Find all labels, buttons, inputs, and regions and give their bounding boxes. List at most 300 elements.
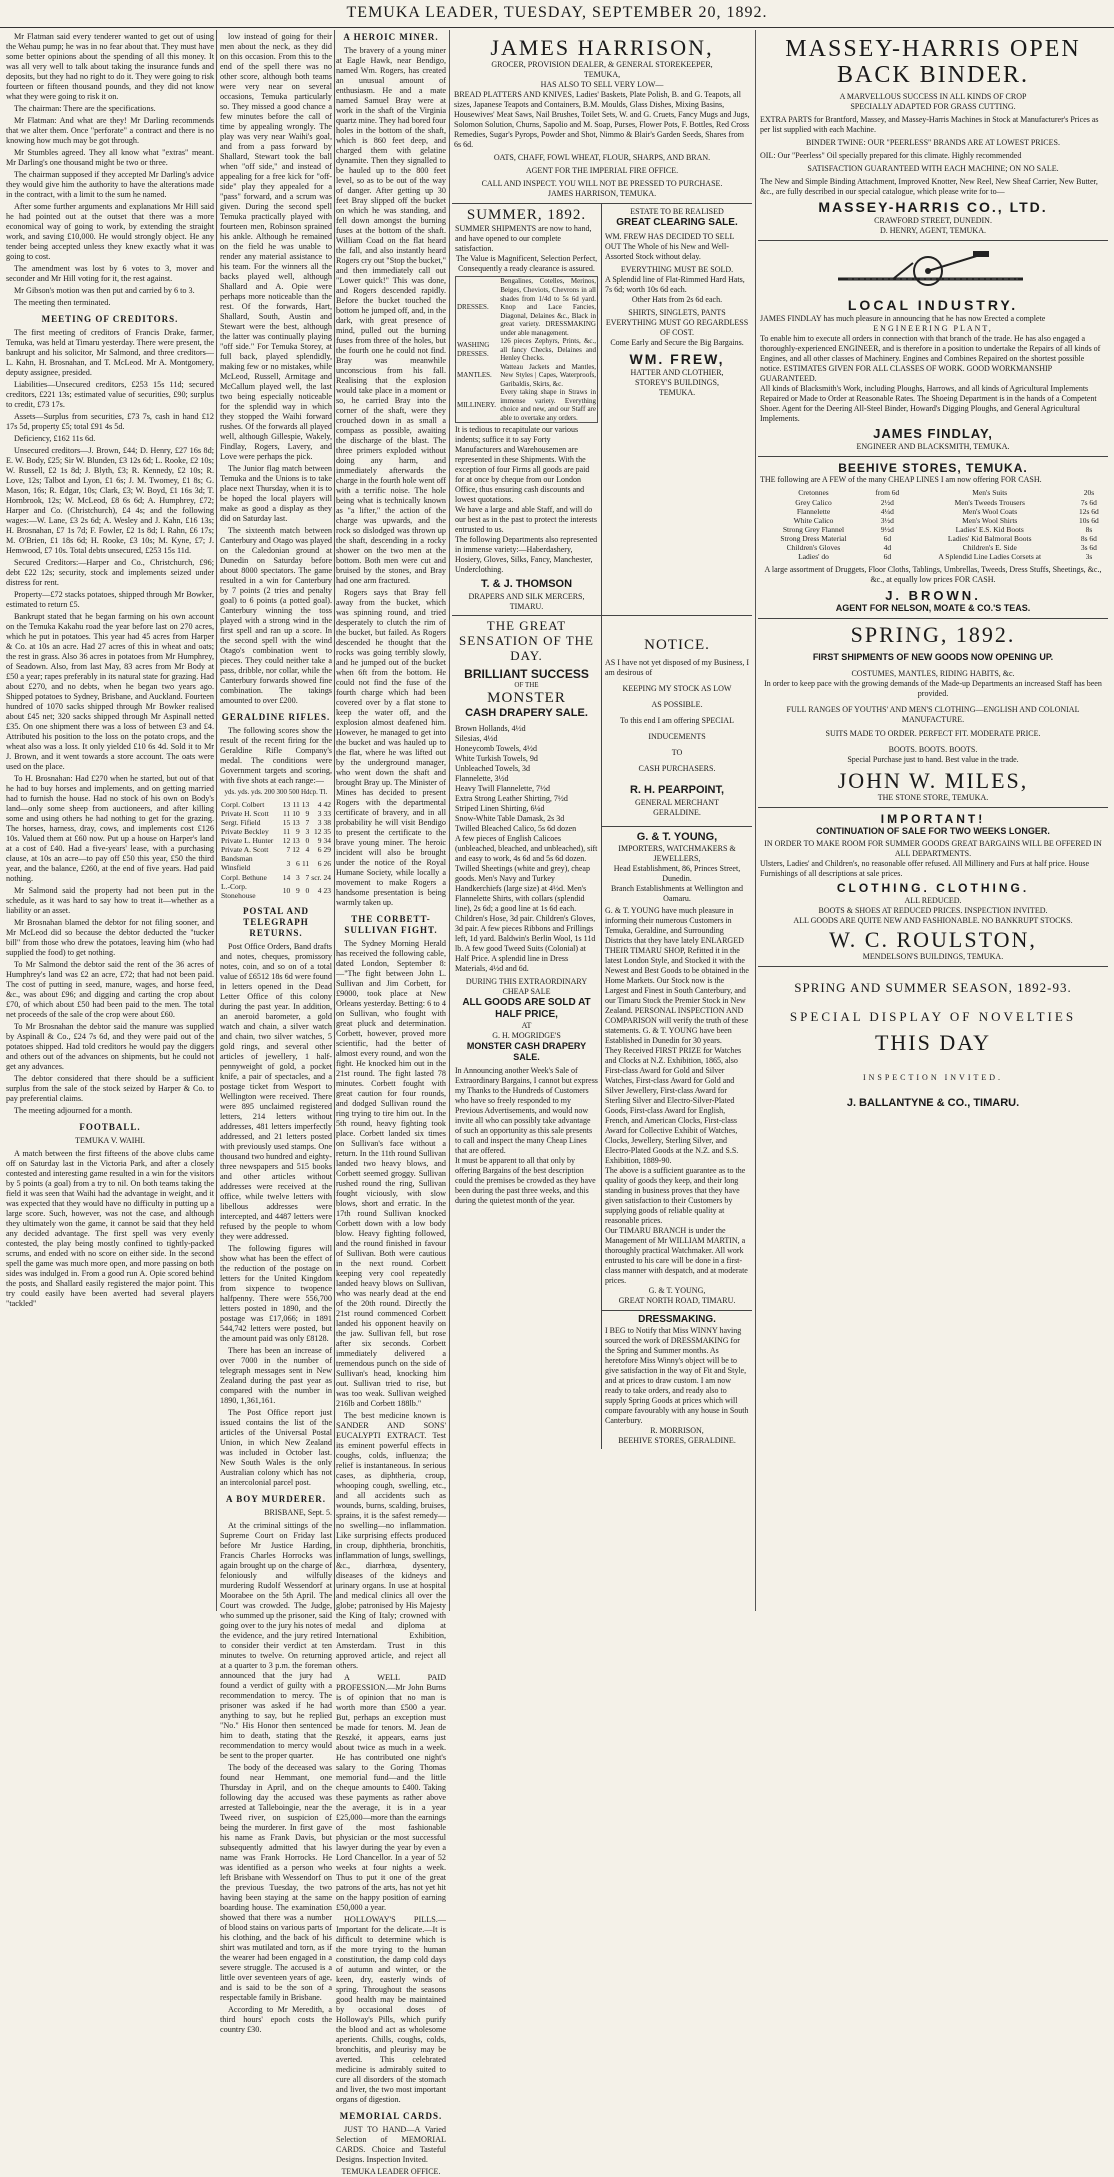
section-heading: MEETING OF CREDITORS. bbox=[41, 314, 179, 324]
ad-line: D. HENRY, AGENT, TEMUKA. bbox=[879, 225, 986, 235]
ad-line: CONTINUATION OF SALE FOR TWO WEEKS LONGER. bbox=[816, 826, 1050, 837]
section-heading: FOOTBALL. bbox=[79, 1121, 141, 1132]
ad-text: IN ORDER TO MAKE ROOM FOR SUMMER GOODS GREAT BARGAINS WILL BE OFFERED IN ALL DEPARTMENTS. bbox=[764, 839, 1102, 859]
ad-line: SUITS MADE TO ORDER. PERFECT FIT. MODERATE PRICE. bbox=[825, 728, 1041, 738]
table-cell: 10 bbox=[292, 808, 300, 818]
ad-line: Other Hats from 2s 6d each. bbox=[631, 295, 723, 305]
ad-title: THE GREAT SENSATION OF THE DAY. bbox=[459, 617, 594, 663]
ad-signature: W. C. ROULSTON, bbox=[829, 926, 1037, 952]
score-table bbox=[220, 800, 332, 901]
ad-line: GENERAL MERCHANT bbox=[635, 797, 719, 807]
table-cell: scr. bbox=[311, 872, 322, 882]
ad-title: SPRING, 1892. bbox=[850, 622, 1016, 648]
paragraph: The amendment was lost by 6 votes to 3, mover and seconder and Mr Hill voting for it, the rest against. bbox=[6, 264, 214, 283]
ad-signature: WM. FREW, bbox=[629, 351, 725, 368]
table-cell: 7 bbox=[305, 817, 310, 827]
table-cell: 7 bbox=[286, 845, 291, 855]
table-cell: Corpl. Bethune bbox=[221, 872, 267, 882]
advertiser-name: MASSEY-HARRIS OPEN BACK BINDER. bbox=[785, 36, 1081, 89]
list-item: Flannelette, 3½d bbox=[455, 773, 509, 783]
paragraph: Property—£72 stacks potatoes, shipped through Mr Bowker, estimated to return £5. bbox=[6, 589, 214, 609]
paragraph: There has been an increase of over 7000 in the number of telegraph messages sent in New Zealand during the past year as compared with the number in 1890, 1,361,161. bbox=[220, 1345, 332, 1405]
ad-title: DRESSMAKING. bbox=[638, 1313, 716, 1325]
paragraph: The chairman: There are the specifications. bbox=[14, 104, 156, 113]
ad-massey-harris bbox=[758, 32, 1108, 241]
ad-line: THE STONE STORE, TEMUKA. bbox=[877, 792, 989, 802]
ad-text: AS I have not yet disposed of my Business, I am desirous of bbox=[605, 658, 749, 678]
ad-line: GREAT NORTH ROAD, TIMARU. bbox=[618, 1295, 736, 1305]
ad-title: BEEHIVE STORES, TEMUKA. bbox=[838, 460, 1028, 475]
ad-line: Special Purchase just to hand. Best value in the trade. bbox=[847, 754, 1019, 764]
ad-line: ESTATE TO BE REALISED bbox=[630, 207, 724, 217]
table-cell: Men's Wool Coats bbox=[962, 506, 1018, 516]
ad-beehive bbox=[758, 457, 1108, 620]
table-cell: 29 bbox=[323, 845, 331, 855]
table-cell: Bandsman Winsfield bbox=[221, 854, 253, 873]
table-cell: 4d bbox=[883, 543, 892, 553]
table-cell: DRESSES. bbox=[457, 303, 489, 312]
table-cell: Bengalines, Cotelles, Merinos, Beiges, Cheviots, Chevrons in all shades from 1/4d to 5s 6d yard. Knop and Lace Fancies, Diagonal, Delaines &c., Black in great variety. DRESSMAKING under able management. bbox=[500, 277, 596, 337]
paragraph: low instead of going for their men about the neck, as they did on this occasion. From this to the end of the spell there was no other score, although both teams were very near on several occasions, Temuka particularly so. They missed a good chance a few minutes before the call of time by appealing wrongly. The play was very near Waihi's goal, and from a pass forward by Shallard, Stewart took the ball when "off side," and instead of appealing for a free kick for "off-side" play they appealed for a "pass" forward, and a scrum was given. During the second spell Temuka practically played with fourteen men, Robinson sprained his ankle. Although he remained on the field he was unable to render any material assistance to his team. For the winners all the backs played well, although Shallard and A. Opie were perhaps more noticeable than the rest. Of the forwards, Hart, Shallard, South, Austin and Stewart were the best, although the latter was continually playing "off side." For Temuka Storey, at full back, played splendidly, making few or no mistakes, while McLeod, Russell, Armitage and McCallum played well, the last two being especially noticeable for the splendid way in which they stopped the Waihi forward rushes. Of the forwards all played well, although Gillespie, Wakely, Findlay, Rogers, Lavery, and Love were perhaps the pick. bbox=[220, 32, 332, 461]
list-item: Twilled Bleached Calico, 5s 6d dozen bbox=[455, 823, 577, 833]
ad-text: THE following are A FEW of the many CHEAP LINES I am now offering FOR CASH. bbox=[760, 475, 1042, 485]
ad-pearpoint bbox=[602, 616, 752, 1449]
table-cell: 6d bbox=[883, 534, 892, 544]
section-heading: MEMORIAL CARDS. bbox=[339, 2110, 443, 2121]
table-cell: 12 bbox=[292, 845, 300, 855]
paragraph: A WELL PAID PROFESSION.—Mr John Burns is of opinion that no man is worth more than £500 a year. But, perhaps an exception must be made for tenors. M. Jean de Reszké, it appears, earns just about twice as much in a week. He has contributed one night's salary to the Goring Thomas memorial fund—and the little cheque amounts to £400. Taking these payments as rather above the average, it is in a year £25,000—more than the earnings of the most fashionable physician or the most successful lawyer during the year by even a Lord Chancellor. In a year of 52 weeks at four nights a week. Thus to put it one of the great patrons of the arts, has not yet hit on the happy position of earning £50,000 a year. bbox=[336, 1672, 446, 1912]
ad-frew bbox=[602, 204, 752, 615]
paragraph: Mr Salmond said the property had not been put in the schedule, as it was hard to say how to treat it—whether as a liability or an asset. bbox=[6, 885, 214, 915]
paragraph: The first meeting of creditors of Francis Drake, farmer, Temuka, was held at Timaru yesterday. There were present, the bankrupt and his solicitor, Mr Salmond, and three creditors—L. Kahn, H. Brosnahan, and T. McLeod. Mr A. Montgomery, deputy assignee, presided. bbox=[6, 327, 214, 377]
divider bbox=[602, 1310, 752, 1311]
table-cell: 13 bbox=[292, 817, 300, 827]
ad-line: HAS ALSO TO SELL VERY LOW— bbox=[540, 80, 664, 90]
table-cell: 3 bbox=[317, 817, 322, 827]
paragraph: Unsecured creditors—J. Brown, £44; D. Henry, £27 16s 8d; E. W. Body, £25; Sir W. Blunden, £3 12s 6d; L. Rooke, £2 10s; W. Russell, £2 1s 8d; J. Blyth, £3; R. Kennedy, £2 10s; R. Love, 12s; Talbot and Lyon, £1 6s; J. M. Twomey, £1 8s; G. Mason, 16s; R. Edgar, 10s; Clark, £3; W. Boyd, £1 16s 3d; T. Hornbrook, 12s; W. McLeod, £8 6s 6d; A. Humphrey, £72; Harper and Co. (Christchurch), £4 4s; and the following wages:—W. Lane, £3 2s 6d; A. Wesley and J. Kahn, £16 13s; H. Brosnahan, £7 1s 7d; F. Fowler, £2 1s 8d; I. Rahn, £6 17s; M. O'Brien, £1 18s 6d; H. Rooke, £3 10s; M. Kyne, £7; J. Hemwood, £7 10s. Total debts unsecured, £253 15s 11d. bbox=[6, 445, 214, 555]
ad-harrison bbox=[452, 32, 752, 204]
table-cell: 11 bbox=[283, 808, 291, 818]
ad-line: EVERYTHING MUST BE SOLD. bbox=[620, 265, 734, 275]
ad-line: FULL RANGES OF YOUTHS' AND MEN'S CLOTHING—ENGLISH AND COLONIAL MANUFACTURE. bbox=[786, 704, 1080, 724]
table-cell: Watteau Jackets and Mantles, New Styles | Capes, Waterproofs, Garibaldis, Skirts, &c. bbox=[500, 362, 596, 388]
ad-text: Ulsters, Ladies' and Children's, no reasonable offer refused. All Millinery and Furs at half price. House Furnishings of all descriptions at sale prices. bbox=[760, 859, 1090, 879]
table-cell: Strong Dress Material bbox=[780, 534, 847, 544]
section-heading: A BOY MURDERER. bbox=[226, 1493, 326, 1504]
advertiser-name: JAMES HARRISON, bbox=[490, 35, 714, 60]
price-table bbox=[760, 488, 1106, 561]
list-item: White Turkish Towels, 9d bbox=[455, 753, 538, 763]
ad-text: All kinds of Blacksmith's Work, including Ploughs, Harrows, and all kinds of Agricultural Implements Repaired or Made to Order at Reasonable Rates. The Shoeing Department is in the hands of a Competent Shoer. Agent for the Deering All-Steel Binder, Howard's Digging Ploughs, and General Agricultural Implements. bbox=[760, 383, 1097, 423]
ad-row bbox=[452, 204, 752, 616]
ad-text: The New and Simple Binding Attachment, Improved Knotter, New Reel, New Sheaf Carrier, New Butter, &c., are fully described in our special catalogue, which please write for to— bbox=[760, 176, 1098, 196]
paragraph: Post Office Orders, Band drafts and notes, cheques, promissory notes, coin, and so on of a total value of £6512 18s 6d were found in letters opened in the Dead Letter Office of this colony during the past year. In addition, an aneroid barometer, a gold watch and chain, a silver watch and chain, two silver watches, 5 gold rings, and several other articles of jewellery, 1 half-pennyweight of gold, a pocket knife, a pair of spectacles, and a postage ticket from Wesport to Wellington were received. There were 895 unclaimed registered letters, 214 letters without addresses, 481 letters imperfectly addressed, and 21 letters posted with previously used stamps. One thousand two hundred and eighty-three newspapers and 515 books and other articles without addresses were received at the office, while twelve letters with libellous addresses were intercepted, and 4487 letters were refused by the people to whom they were addressed. bbox=[220, 941, 332, 1241]
ad-line: BRILLIANT SUCCESS bbox=[464, 666, 589, 681]
price-row bbox=[760, 552, 1106, 561]
table-cell: White Calico bbox=[793, 515, 834, 525]
ad-title: SUMMER, 1892. bbox=[466, 207, 587, 224]
table-cell: 3½d bbox=[880, 515, 894, 525]
table-cell: Flannelette bbox=[796, 506, 831, 516]
table-cell: 9 bbox=[305, 808, 310, 818]
paragraph: Secured Creditors:—Harper and Co., Christchurch, £96; debt £22 12s; security, stock and implements seized under distress for rent. bbox=[6, 557, 214, 587]
paragraph: The body of the deceased was found near Hemmant, one Thursday in April, and on the following day the accused was arrested at Talleboingie, near the Tweed river, on suspicion of being the murderer. In first gave his name as Frank Davis, but subsequently admitted that his name was Frank Horrocks. He was identified as a person who left Brisbane with Wessendorf on the previous Tuesday, the two having been staying at the same boarding house. The examination showed that there was a number of blood stains on various parts of his clothing, and the back of his shirt was mutilated and torn, as if the wearer had been engaged in a severe struggle. The accused is a little over seventeen years of age, and is said to be the son of a respectable family in Brisbane. bbox=[220, 1762, 332, 2002]
table-cell: Ladies' Kid Balmoral Boots bbox=[947, 534, 1032, 544]
table-cell: 4 bbox=[317, 799, 322, 809]
table-cell: 3 bbox=[286, 858, 291, 868]
paragraph: The best medicine known is SANDER AND SONS' EUCALYPTI EXTRACT. Test its eminent powerful effects in coughs, colds, influenza; the relief is instantaneous. In serious cases, as diphtheria, croup, whooping cough, swelling, etc., and all accidents such as wounds, burns, scalding, bruises, sprains, it is the safest remedy—no swelling—no inflammation. Like surprising effects produced in croup, diphtheria, bronchitis, inflammation of lungs, swellings, &c., diarrhœa, dysentery, diseases of the kidneys and urinary organs. In use at hospital and medical clinics all over the globe; patronised by His Majesty the King of Italy; crowned with medal and diploma at International Exhibition, Amsterdam. Trust in this approved article, and reject all others. bbox=[336, 1410, 446, 1670]
column-1 bbox=[6, 32, 214, 1610]
table-cell: 13 bbox=[292, 836, 300, 846]
paragraph: The chairman supposed if they accepted Mr Darling's advice they would give him the authority to have the alterations made in the contract, with a limit to the sum he named. bbox=[6, 170, 214, 199]
ad-line: SATISFACTION GUARANTEED WITH EACH MACHINE; ON NO SALE. bbox=[807, 163, 1059, 173]
paragraph: HOLLOWAY'S PILLS.—Important for the delicate.—It is difficult to determine which is the more trying to the human constitution, the damp cold days of autumn and winter, or the keen, dry, easterly winds of spring. Throughout the seasons good health may be maintained by occasional doses of Holloway's Pills, which purify the blood and act as wholesome aperients. Chills, coughs, colds, bronchitis, and pleurisy may be averted. This celebrated medicine is admirably suited to cure all disorders of the stomach and liver, the two most important organs of digestion. bbox=[336, 1914, 446, 2104]
ad-signature: R. MORRISON, bbox=[650, 1426, 704, 1436]
table-cell: 10s 6d bbox=[1079, 515, 1099, 525]
ad-text: It is tedious to recapitulate our various indents; suffice it to say Forty Manufacturers and Warehousemen are represented in these Shipments. With the exception of four Firms all goods are paid for at once by cheque from our London Office, thus ensuring cash discounts and lowest quotations. bbox=[455, 425, 590, 505]
table-cell: L.-Corp. Stonehouse bbox=[221, 881, 256, 900]
divider bbox=[602, 826, 752, 827]
paragraph: The bravery of a young miner at Eagle Hawk, near Bendigo, named Wm. Rogers, has created an unusual amount of enthusiasm. He and a mate named Samuel Bray were at work in the shaft of the Virginia quartz mine. They had bored four holes in the bottom of the shaft, which is 860 feet deep, and charged them with gelatine dynamite. Then they signalled to be hauled up to the 800 feet level, so as to be out of the way of danger. After getting up 30 feet Bray slipped off the bucket on which he was standing, and fell down amongst the burning fuses at the bottom of the shaft. William Coad on the flat heard the fall, and also instantly heard Rogers cry out "Stop the bucket," and then immediately call out "Lower quick!" This was done, and Rogers descended rapidly. Before the bucket touched the bottom he jumped off, and, in the dark, with great presence of mind, pulled out the burning fuses from three of the holes, but the fourth one he could not find. Bray was meanwhile unconscious from his fall. Realising that the explosion would take place in a moment or so, he carried Bray into the corner of the shaft, were they crouched down in as small a compass as possible, awaiting the discharge of the blast. The three primers exploded without doing any harm, and immediately afterwards the charge in the fourth hole went off with a terrific noise. The hole being what is technically known as "a lifter," the action of the charge was upwards, and the rock so dislodged was thrown up the shaft, descending in a rocky shower on the two men at the bottom. Both men were cut and bruised by the stones, and Bray had one arm fractured. bbox=[336, 45, 446, 585]
ad-line: MONSTER CASH DRAPERY SALE. bbox=[466, 1041, 587, 1063]
ad-line: CLOTHING. CLOTHING. bbox=[836, 881, 1030, 896]
table-cell: Men's Suits bbox=[972, 488, 1008, 498]
table-cell: 6d bbox=[883, 552, 892, 562]
ad-miles bbox=[758, 619, 1108, 807]
table-cell: 23 bbox=[323, 886, 331, 896]
ad-signature: T. & J. THOMSON bbox=[480, 578, 573, 591]
department-row bbox=[456, 337, 598, 363]
ad-title: IMPORTANT! bbox=[880, 811, 986, 826]
table-cell: 8s 6d bbox=[1080, 534, 1097, 544]
ad-line: ALL GOODS ARE SOLD AT HALF PRICE, bbox=[462, 996, 591, 1020]
table-cell: Ladies' do bbox=[798, 552, 829, 562]
ad-line: Come Early and Secure the Big Bargains. bbox=[610, 338, 744, 348]
ad-text: We have a large and able Staff, and will do our best as in the past to protect the interests entrusted to us. bbox=[455, 505, 597, 535]
table-cell: Strong Grey Flannel bbox=[782, 524, 845, 534]
table-cell: 3 bbox=[296, 872, 300, 882]
table-cell: 3 bbox=[305, 826, 310, 836]
table-cell: 13 bbox=[282, 799, 291, 809]
ad-title: G. & T. YOUNG, bbox=[636, 830, 718, 843]
table-cell: 8s bbox=[1085, 524, 1093, 534]
table-cell: 10 bbox=[282, 886, 291, 896]
ad-ballantyne bbox=[758, 967, 1108, 1114]
paragraph: The debtor considered that there should be a sufficient surplus from the sale of the stock seized by Harper & Co. to pay preferential claims. bbox=[6, 1073, 214, 1103]
ad-line: Branch Establishments at Wellington and Oamaru. bbox=[610, 883, 744, 903]
department-row bbox=[456, 388, 598, 423]
column-3 bbox=[336, 32, 446, 2176]
score-row bbox=[220, 845, 332, 854]
ad-line: TEMUKA. bbox=[658, 388, 696, 398]
ad-text: In Announcing another Week's Sale of Extraordinary Bargains, I cannot but express my Thanks to the Hundreds of Customers who have so freely responded to my Previous Advertisements, and would now invite all who can possibly take advantage of such an opportunity as this sale presents to call and inspect the many Cheap Lines that are offered. bbox=[455, 1066, 598, 1156]
paragraph: After some further arguments and explanations Mr Hill said he had pointed out at the outset that there was a more economical way of going to work, by extending the straight work, and saving £10,000. He would strongly object. He any tender being accepted unless they knew exactly what it was going to cost. bbox=[6, 202, 214, 261]
ad-text: It must be apparent to all that only by offering Bargains of the best description could the premises be crowded as they have been during the past three weeks, and this during the quietest month of the year. bbox=[455, 1156, 596, 1206]
paragraph: A match between the first fifteens of the above clubs came off on Saturday last in the Victoria Park, and after a closely contested and interesting game resulted in a win for the visitors by 5 points (a goal) from a try to nil. On both teams taking the field it was seen that Waihi had the advantage in weight, and it was expected that they would have no difficulty in putting up a large score. Such, however, was not the case, and although they ultimately won the game, it cannot be said that they held any decided advantage. The first spell was very evenly contested, the play being mostly confined to tightly-packed scrums, and ended with no score on either side. In the second spell the game was much more open, and more passing on both sides was indulged in. From a good run A. Opie scored behind the posts, and Shallard easily registered the major point. This try could easily have been averted had several players "tackled" bbox=[6, 1148, 214, 1308]
table-cell: 9½d bbox=[880, 524, 894, 534]
ad-line: AS POSSIBLE. bbox=[651, 700, 703, 710]
table-cell: 0 bbox=[305, 836, 310, 846]
table-cell: 14 bbox=[282, 872, 291, 882]
table-cell: 38 bbox=[323, 817, 331, 827]
table-cell: Grey Calico bbox=[795, 497, 832, 507]
paragraph: The Junior flag match between Temuka and the Unions is to take place next Thursday, when it is to be hoped the local players will make as good a display as they did on Saturday last. bbox=[220, 464, 332, 523]
score-row bbox=[220, 882, 332, 900]
score-columns: yds. yds. yds. 200 300 500 Hdcp. Tl. bbox=[224, 787, 328, 796]
paragraph: Bankrupt stated that he began farming on his own account on the Temuka Kakahu road the year before last on 270 acres, which he put in potatoes. This year had 45 acres from Harper & Co. at 10s an acre. Had 27 acres of this in wheat and oats; the rest in grass. Also 36 acres in potatoes from Mr Humphrey, of Seadown. Also, from last May, 83 acres from Mr Body at £50 a year; rapes preferably in its natural state for grazing. Had about £270, and no debts, when he began two years ago. Shipped potatoes to Sydney, Brisbane, and Auckland. Fourteen hundred of 1070 sacks shipped through Mr Bowker realised about £45 net; 320 sacks shipped through Mr Aspinall netted £35. On one shipment there was a loss of between £3 and £4. Attributed his position to the loss on the potato crops, and the wheat also was a loss. It only yielded £10 6s 4d. Sold it to Mr J. Brown, and it went towards a store account. The oats were used on the place. bbox=[6, 611, 214, 771]
table-cell: 12 bbox=[314, 826, 322, 836]
ad-line: Head Establishment, 86, Princes Street, Dunedin. bbox=[613, 863, 741, 883]
ad-line: DURING THIS EXTRAORDINARY CHEAP SALE bbox=[465, 976, 588, 996]
paragraph: Mr Flatman: And what are they! Mr Darling recommends that we alter them. Once "perforate" a contract and there is no knowing how much may be got through. bbox=[6, 116, 214, 145]
table-cell: 12 bbox=[282, 836, 291, 846]
price-row bbox=[760, 543, 1106, 552]
paragraph: Liabilities—Unsecured creditors, £253 15s 11d; secured creditors, £221 13s; estimated value of securities, £90; surplus to credit, £73 17s. bbox=[6, 379, 214, 409]
table-cell: 12s 6d bbox=[1079, 506, 1099, 516]
table-cell: 3s bbox=[1085, 552, 1093, 562]
section-heading: GERALDINE RIFLES. bbox=[221, 712, 331, 722]
paragraph: Mr Gibson's motion was then put and carried by 6 to 3. bbox=[14, 286, 195, 295]
ad-text: G. & T. YOUNG have much pleasure in informing their numerous Customers in Temuka, Geraldine, and Surrounding Districts that they have lately ENLARGED THEIR TIMARU SHOP, Refitted it in the latest London Style, and Stocked it with the Newest and Best Goods to be obtained in the Home Markets. Our Stock now is the Largest and Finest in South Canterbury, and our Timaru Stock the Premier Stock in New Zealand. PERSONAL INSPECTION AND COMPARISON will verify the truth of these statements. G. & T. YOUNG have been Established in Dunedin for 30 years. bbox=[605, 905, 749, 1045]
table-cell: 9 bbox=[296, 826, 300, 836]
paragraph: The meeting adjourned for a month. bbox=[14, 1105, 133, 1115]
ad-roulston bbox=[758, 808, 1108, 967]
table-cell: 13 bbox=[301, 799, 310, 809]
price-row bbox=[760, 507, 1106, 516]
table-cell: 3 bbox=[317, 808, 322, 818]
table-cell: MANTLES. bbox=[457, 371, 492, 380]
ad-line: CASH DRAPERY SALE. bbox=[465, 707, 588, 720]
ad-line: EVERYTHING MUST GO REGARDLESS OF COST. bbox=[605, 318, 749, 338]
ad-line: BINDER TWINE: OUR "PEERLESS" BRANDS ARE AT LOWEST PRICES. bbox=[806, 137, 1060, 147]
table-cell: Corpl. Colbert bbox=[221, 799, 265, 809]
ad-text: A Splendid line of Flat-Rimmed Hard Hats, 7s 6d; worth 10s 6d each. bbox=[605, 275, 745, 295]
ad-line: SPECIAL DISPLAY OF NOVELTIES bbox=[789, 1009, 1077, 1025]
table-cell: 4 bbox=[305, 845, 310, 855]
ad-text: The following Departments also represented in immense variety:—Haberdashery, Hosiery, Gloves, Silks, Fancy, Manchester, Underclothing. bbox=[455, 535, 598, 575]
company-name: MASSEY-HARRIS CO., LTD. bbox=[818, 198, 1048, 215]
ad-line: CRAWFORD STREET, DUNEDIN. bbox=[874, 215, 992, 225]
ad-line: TEMUKA, bbox=[583, 70, 621, 80]
ad-line: TO bbox=[671, 748, 683, 758]
list-item: Honeycomb Towels, 4½d bbox=[455, 743, 537, 753]
table-cell: Men's Tweeds Trousers bbox=[954, 497, 1025, 507]
ad-line: AT bbox=[521, 1021, 532, 1031]
column-rule bbox=[755, 30, 756, 1611]
ad-signature: JOHN W. MILES, bbox=[837, 767, 1029, 793]
table-cell: 7 bbox=[305, 872, 310, 882]
table-cell: 11 bbox=[283, 826, 291, 836]
ad-line: GROCER, PROVISION DEALER, & GENERAL STOREKEEPER, bbox=[491, 60, 713, 70]
table-cell: 33 bbox=[323, 808, 331, 818]
list-item: Heavy Twill Flannelette, 7½d bbox=[455, 783, 551, 793]
paragraph: The Sydney Morning Herald has received the following cable, dated London, September 8:—"The fight between John L. Sullivan and Jim Corbett, for £9000, took place at New Orleans yesterday. Betting: 6 to 4 on Sullivan, who fought with great pluck and determination. Corbett, however, proved more scientific, had the better of almost every round, and won the fight. He knocked him out in the 21st round. The fight lasted 78 minutes. Corbett fought with great caution for four rounds, and dodged Sullivan round the ring trying to tire him out. In the 5th round, heavy fighting took place. Corbett landed six times on Sullivan's face without a return. In the 11th round Sullivan landed two heavy blows, and Corbett seemed groggy. Sullivan rushed round the ring, Sullivan fought viciously, with slow blows, short and erratic. In the 17th round Sullivan knocked Corbett down with a low body blow. Heavy fighting followed, and the round finished in favour of Sullivan. Both were cautious in the next round. Corbett keeping very cool repeatedly landed heavy blows on Sullivan, who was nearly dead at the end of the 20th round. Directly the 21st round commenced Corbett landed his opponent heavily on the jaw. Sullivan fell, but rose after six seconds. Corbett immediately delivered a tremendous punch on the side of Sullivan's head, knocking him out. Sullivan tried to rise, but was too weak. Sullivan weighed 216lb and Corbett 188lb." bbox=[336, 938, 446, 1408]
table-cell: Private A. Scott bbox=[221, 845, 269, 855]
table-cell: 26 bbox=[323, 858, 331, 868]
list-item: Silesias, 4½d bbox=[455, 733, 498, 743]
table-cell: 9 bbox=[296, 886, 300, 896]
paragraph: Mr Brosnahan blamed the debtor for not filing sooner, and Mr McLeod did so because the debtor deducted the "tucker bill" from those who drew the potatoes, leaving him (who had supplied the food) to get nothing. bbox=[6, 917, 214, 957]
ad-line: The Value is Magnificent, Selection Perfect, bbox=[455, 254, 598, 264]
price-row bbox=[760, 534, 1106, 543]
ad-text: Our TIMARU BRANCH is under the Management of Mr WILLIAM MARTIN, a thoroughly practical Watchmaker. All work entrusted to his care will be done in a first-class manner with despatch, and at moderate prices. bbox=[605, 1225, 748, 1285]
ad-line: BOOTS. BOOTS. BOOTS. bbox=[888, 744, 978, 754]
ad-line: OATS, CHAFF, FOWL WHEAT, FLOUR, SHARPS, AND BRAN. bbox=[493, 153, 711, 163]
ad-line: IMPORTERS, WATCHMAKERS & JEWELLERS, bbox=[618, 843, 736, 863]
ad-text: SUMMER SHIPMENTS are now to hand, and have opened to our complete satisfaction. bbox=[455, 224, 592, 254]
paragraph: The Post Office report just issued contains the list of the articles of the Universal Postal Union, in which New Zealand was included in October last. New South Wales is the only Australian colony which has not an intercolonial parcel post. bbox=[220, 1407, 332, 1487]
paragraph: At the criminal sittings of the Supreme Court on Friday last before Mr Justice Harding, Francis Charles Horrocks was again brought up on the charge of feloniously and wilfully murdering Rudolf Wessendorf at Moorabee on the 5th April. The Court was crowded. The Judge, who summed up the prisoner, said going over to the jury his notes of the evidence, and the jury retired to consider their verdict at ten minutes to twelve. On returning at a quarter to 3 p.m. the foreman announced that the jury had found a verdict of guilty with a recommendation to mercy. The prisoner was asked if he had anything to say, but he replied "No." His Honor then sentenced him to death, stating that the recommendation to mercy would be sent to the proper quarter. bbox=[220, 1520, 333, 1760]
ad-signature: JAMES FINDLAY, bbox=[873, 425, 993, 441]
ad-line: CASH PURCHASERS. bbox=[638, 764, 716, 774]
table-cell: MILLINERY. bbox=[457, 401, 496, 410]
ad-line: A MARVELLOUS SUCCESS IN ALL KINDS OF CROP bbox=[839, 91, 1027, 101]
table-cell: 24 bbox=[323, 872, 331, 882]
column-4 bbox=[452, 32, 752, 1610]
paragraph: Rogers says that Bray fell away from the bucket, which was spinning round, and tried desperately to clutch the rim of the bucket, but failed. As Rogers descended he thought that the rocks was going terribly slowly, and he jumped out of the bucket when 6ft from the bottom. He could not find the fuse of the fourth charge which had been covered over by a flat stone to keep the water off, and the explosion almost deafened him. However, he managed to get into the bucket and was hauled up to the flat, where he was lifted out by the underground manager, who went down the shaft and brought Bray up. The Minister of Mines has decided to present Rogers with the departmental certificate of bravery, and in all probability he will visit Bendigo to present the certificate to the brave young miner. The heroic incident will also be brought under the notice of the Royal Humane Society, while locally a movement to make Rogers a handsome presentation is being warmly taken up. bbox=[336, 587, 446, 907]
price-row bbox=[760, 525, 1106, 534]
table-cell: 6 bbox=[296, 858, 300, 868]
ad-text: To enable him to execute all orders in connection with that branch of the trade. He has also engaged a thoroughly-experienced ENGINEER, and is therefore in a position to undertake the Repairs of all kinds of Engines, and all other classes of Machinery. Engines and Combines Repaired on the shortest possible notice. ESTIMATES GIVEN FOR ALL CLASSES OF WORK. GOOD WORKMANSHIP GUARANTEED. bbox=[760, 333, 1101, 383]
table-cell: 3s 6d bbox=[1080, 543, 1097, 553]
list-item: Snow-White Table Damask, 2s 3d bbox=[455, 813, 565, 823]
ad-text: BREAD PLATTERS AND KNIVES, Ladies' Baskets, Plate Polish, B. and G. Teapots, all sizes, Japanese Teapots and Containers, B.M. Moulds, Glass Dishes, Mixing Basins, Housewives' Meat Saws, Nail Brushes, Toilet Sets, W. and G. Cruets, Fancy Mugs and Jugs, Solomon Solution, Churns, Sapolio and M. Soap, Purses, Flower Pots, F. Bottles, Red Cross Remedies, Sugar's Pyrops, Powder and Shot, Nimmo & Blair's Garden Seeds, Shares from 6s 6d. bbox=[454, 90, 750, 150]
ad-text: JAMES FINDLAY has much pleasure in announcing that he has now Erected a complete bbox=[760, 313, 1046, 323]
ad-signature: R. H. PEARPOINT, bbox=[629, 784, 725, 797]
section-heading: A HEROIC MINER. bbox=[343, 32, 439, 42]
table-cell: WASHING DRESSES. bbox=[457, 341, 490, 358]
table-cell: Cretonnes bbox=[798, 488, 829, 498]
ad-line: SPECIALLY ADAPTED FOR GRASS CUTTING. bbox=[850, 101, 1016, 111]
column-rule bbox=[334, 30, 335, 1611]
ad-text: I BEG to Notify that Miss WINNY having sourced the work of DRESSMAKING for the Spring and Summer months. As heretofore Miss Winny's object will be to give satisfaction in the way of Fit and Style, and at prices to draw custom. I am now ready to take orders, and ready also to supply Spring Goods at prices which will compare favourably with any house in South Canterbury. bbox=[605, 1326, 749, 1426]
ad-title: GREAT CLEARING SALE. bbox=[616, 217, 738, 229]
ad-line: BEEHIVE STORES, GERALDINE. bbox=[618, 1436, 736, 1446]
ad-line: INSPECTION INVITED. bbox=[862, 1073, 1004, 1083]
office-name: TEMUKA LEADER OFFICE. bbox=[341, 2166, 441, 2176]
dateline: BRISBANE, Sept. 5. bbox=[264, 1507, 332, 1517]
table-cell: 126 pieces Zephyrs, Prints, &c., all fancy Checks, Delaines and Henley Checks. bbox=[500, 337, 596, 363]
ad-row bbox=[452, 616, 752, 1449]
table-cell: 35 bbox=[323, 826, 331, 836]
ad-signature: J. BALLANTYNE & CO., TIMARU. bbox=[846, 1097, 1020, 1110]
table-cell: 0 bbox=[305, 886, 310, 896]
paragraph: Mr Flatman said every tenderer wanted to get out of using the Wehau pump; he was in no fear about that. They must have some better opinions about the spending of all this money. It was all very well to talk about taking the insurance funds and deposits, but they had no right to do it. They were going to risk fourteen or fifteen thousand pounds, and they did not know what they were going to risk it on. bbox=[6, 32, 214, 101]
table-cell: 2½d bbox=[880, 497, 894, 507]
mower-illustration bbox=[833, 249, 1033, 293]
ad-line: ALL REDUCED. bbox=[904, 895, 962, 905]
score-row bbox=[220, 809, 332, 818]
paragraph: The sixteenth match between Canterbury and Otago was played on the Caledonian ground at Dunedin on Saturday before about 8000 spectators. The game resulted in a win for Canterbury by 7 points (2 tries and penalty goal) to 6 points (a potted goal). Canterbury winning the toss played with a strong wind in the first spell and ran up a score. In the second spell with the wind Otago's combination went to pieces. They could neither take a pass, dribble, nor collar, while the Canterbury forwards showed fine combination. The takings amounted to over £200. bbox=[220, 526, 332, 705]
ad-findlay bbox=[758, 241, 1108, 457]
ad-title: NOTICE. bbox=[644, 636, 710, 653]
paragraph: According to Mr Meredith, a third hours' epoch costs the country £30. bbox=[220, 2004, 332, 2034]
table-cell: A Splendid Line Ladies Corsets at bbox=[938, 552, 1042, 562]
list-item: Extra Strong Leather Shirting, 7½d bbox=[455, 793, 568, 803]
table-cell: Sergt. Fifield bbox=[221, 817, 261, 827]
ad-text: WM. FREW HAS DECIDED TO SELL OUT The Whole of his New and Well-Assorted Stock without delay. bbox=[605, 232, 735, 262]
paragraph: JUST TO HAND—A Varied Selection of MEMORIAL CARDS. Choice and Tasteful Designs. Inspection Invited. bbox=[336, 2124, 446, 2164]
ad-title: SPRING AND SUMMER SEASON, 1892-93. bbox=[794, 980, 1072, 996]
table-cell: 4¼d bbox=[880, 506, 894, 516]
ad-line: FIRST SHIPMENTS OF NEW GOODS NOW OPENING UP. bbox=[812, 651, 1054, 662]
ad-line: STOREY'S BUILDINGS, bbox=[635, 378, 719, 388]
ad-text: A few pieces of English Calicoes (unbleached, bleached, and unbleached), sift and easy to work, 4s 6d and 5s 6d dozen. Twilled Sheetings (white and grey), cheap goods. Men's Navy and Turkey Handkerchiefs (large size) at 4½d. Men's Flannelette Shirts, with collars (splendid line), 2s 6d; a good line at 1s 6d each. Children's Hose, 3d pair. Children's Gloves, 3d pair. A few pieces Ribbons and Frillings left, 1d yard. Baldwin's Berlin Wool, 1s 11d lb. A few good Tweed Suits (Colonial) at Half Price. A splendid line in Dress Materials, 4½d and 6d. bbox=[455, 833, 598, 973]
paragraph: To Mr Salmond the debtor said the rent of the 36 acres of Humphrey's land was £2 an acre, £72; that had not been paid. The cost of putting in seed, manure, wages, and horse feed, &c., was about £96; and digging and carting the crop about £70, of which about £50 had been paid to the men. The total net proceeds of the sale of the crop were about £60. bbox=[6, 959, 214, 1019]
ad-line: DRAPERS AND SILK MERCERS, TIMARU. bbox=[468, 591, 585, 611]
list-item: Unbleached Towels, 3d bbox=[455, 763, 531, 773]
item-list bbox=[455, 724, 598, 834]
score-row bbox=[220, 818, 332, 827]
section-heading: THE CORBETT-SULLIVAN FIGHT. bbox=[344, 913, 438, 935]
paragraph: To H. Brosnahan: Had £270 when he started, but out of that he had to buy horses and implements, and on getting married had to furnish the house. Had no stock of his own on Body's land—only some sheep from auctioneers, and after killing some and using others he had nothing to get for the grazing. The horses, harness, dray, cows, and implements cost £126 10s. Valued them at £60 now. Put up a house on Harper's land at a cost of £40. Had a five-years' lease, with a purchasing clause, at 10s an acre—to pay off £50 this year, £50 the third year, and the balance, £260, at the end of five years. Had paid nothing. bbox=[6, 773, 214, 883]
price-row bbox=[760, 498, 1106, 507]
section-subheading: TEMUKA V. WAIHI. bbox=[75, 1135, 145, 1145]
table-cell: Children's Gloves bbox=[786, 543, 841, 553]
score-row bbox=[220, 854, 332, 872]
ad-mogridge bbox=[452, 616, 602, 1449]
ad-line: OF THE bbox=[514, 681, 539, 690]
paragraph: Assets—Surplus from securities, £73 7s, cash in hand £12 17s 5d, property £5; total £91 4s 5d. bbox=[6, 411, 214, 431]
ad-title: LOCAL INDUSTRY. bbox=[847, 296, 1019, 313]
table-cell: Ladies' E.S. Kid Boots bbox=[955, 524, 1024, 534]
ad-line: ENGINEER AND BLACKSMITH, TEMUKA. bbox=[856, 441, 1010, 451]
paragraph: Mr Stumbles agreed. They all know what "extras" meant. Mr Darling's one thousand might be two or three. bbox=[6, 148, 214, 167]
paragraph: The meeting then terminated. bbox=[14, 298, 111, 307]
table-cell: 11 bbox=[302, 858, 310, 868]
ad-line: BOOTS & SHOES AT REDUCED PRICES. INSPECTION INVITED. bbox=[818, 905, 1048, 915]
ad-text: A large assortment of Druggets, Floor Cloths, Tablings, Umbrellas, Tweeds, Dress Stuffs, Sheetings, &c., &c., at equally low prices FOR CASH. bbox=[764, 564, 1102, 584]
price-row bbox=[760, 516, 1106, 525]
department-table bbox=[455, 276, 598, 423]
ad-line: ALL GOODS ARE QUITE NEW AND FASHIONABLE. NO BANKRUPT STOCKS. bbox=[793, 915, 1073, 925]
list-item: Striped Linen Shirting, 6¼d bbox=[455, 803, 545, 813]
table-cell: 20s bbox=[1083, 488, 1095, 498]
table-cell: Private L. Hunter bbox=[221, 836, 274, 846]
ad-text: The above is a sufficient guarantee as to the quality of goods they keep, and their long standing in business proves that they have given satisfaction to their Customers by supplying goods of reliable quality at reasonable prices. bbox=[605, 1165, 746, 1225]
table-cell: Private Beckley bbox=[221, 826, 269, 836]
table-cell: 9 bbox=[317, 836, 322, 846]
table-cell: 6 bbox=[317, 845, 322, 855]
ad-line: MONSTER bbox=[487, 690, 566, 707]
table-cell: 42 bbox=[323, 799, 331, 809]
ad-line: SHIRTS, SINGLETS, PANTS bbox=[628, 308, 726, 318]
ad-line: ENGINEERING PLANT, bbox=[873, 323, 993, 333]
ad-line: G. H. MOGRIDGE'S bbox=[492, 1031, 561, 1041]
score-row bbox=[220, 836, 332, 845]
paragraph: To Mr Brosnahan the debtor said the manure was supplied by Aspinall & Co., £24 7s 6d, and they were paid out of the potatoes shipped. Had told creditors he would pay the diggers and others out of the advances on shipments, but he could not get any advances. bbox=[6, 1021, 214, 1071]
table-cell: Men's Wool Shirts bbox=[962, 515, 1018, 525]
column-5 bbox=[758, 32, 1108, 1610]
table-cell: 7s 6d bbox=[1080, 497, 1097, 507]
ad-line: CALL AND INSPECT. YOU WILL NOT BE PRESSED TO PURCHASE. bbox=[481, 179, 723, 189]
table-cell: Children's E. Side bbox=[962, 543, 1017, 553]
ad-text: OIL: Our "Peerless" Oil specially prepared for this climate. Highly recommended bbox=[760, 150, 1022, 160]
ad-text: EXTRA PARTS for Brantford, Massey, and Massey-Harris Machines in Stock at Manufacturer's Prices as per list supplied with each Machine. bbox=[760, 114, 1099, 134]
ad-line: AGENT FOR THE IMPERIAL FIRE OFFICE. bbox=[525, 166, 679, 176]
ad-line: THIS DAY bbox=[874, 1030, 992, 1055]
column-rule bbox=[216, 30, 217, 1611]
ad-signature: JAMES HARRISON, TEMUKA. bbox=[547, 189, 657, 199]
paragraph: The following scores show the result of the recent firing for the Geraldine Rifle Company's medal. The conditions were Government targets and scoring, with five shots at each range:— bbox=[220, 725, 332, 785]
ad-summer bbox=[452, 204, 602, 615]
paragraph: The following figures will show what has been the effect of the reduction of the postage on letters for the United Kingdom from sixpence to twopence halfpenny. There were 556,700 letters posted in 1890, and the postage was £17,066; in 1891 544,742 letters were posted, but the amount paid was only £8128. bbox=[220, 1243, 332, 1343]
column-2 bbox=[220, 32, 333, 2034]
ad-signature: J. BROWN. bbox=[885, 587, 981, 603]
section-heading: POSTAL AND TELEGRAPH RETURNS. bbox=[242, 906, 310, 938]
masthead-title: TEMUKA LEADER, TUESDAY, SEPTEMBER 20, 1892. bbox=[346, 4, 768, 21]
ad-text: In order to keep pace with the growing demands of the Made-up Departments an increased Staff has been provided. bbox=[764, 678, 1102, 698]
